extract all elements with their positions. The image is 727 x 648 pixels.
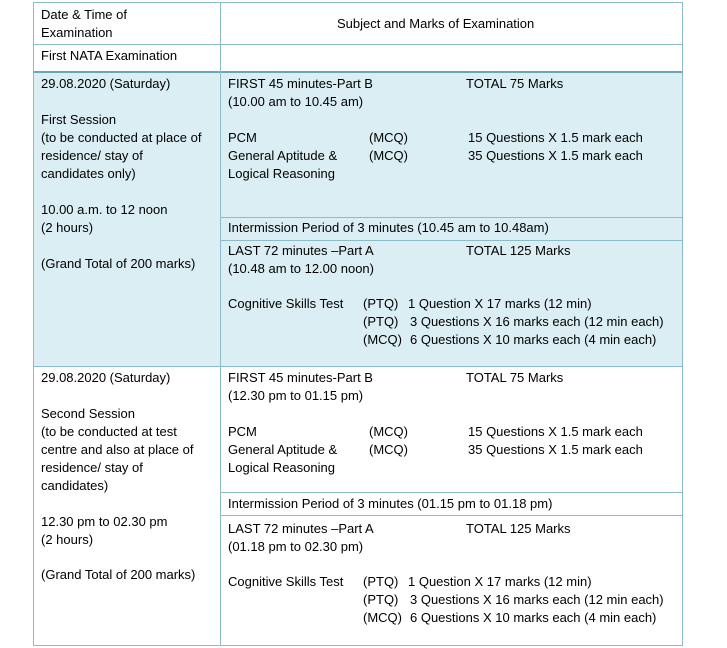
part-b-title: FIRST 45 minutes-Part B bbox=[228, 370, 373, 385]
session2-name: Second Session bbox=[41, 406, 135, 421]
session2-part-b-bottom-line bbox=[220, 492, 682, 493]
session2-venue-line: residence/ stay of bbox=[41, 460, 143, 475]
header-bottom-line bbox=[33, 44, 683, 45]
subject-name-cont: Logical Reasoning bbox=[228, 166, 335, 181]
session1-venue-line: candidates only) bbox=[41, 166, 136, 181]
session2-time: 12.30 pm to 02.30 pm bbox=[41, 514, 168, 529]
part-a-time: (01.18 pm to 02.30 pm) bbox=[228, 539, 364, 554]
table-border-bottom bbox=[33, 645, 683, 646]
session1-duration: (2 hours) bbox=[41, 220, 94, 235]
question-detail: 1 Question X 17 marks (12 min) bbox=[408, 296, 592, 311]
session1-date: 29.08.2020 (Saturday) bbox=[41, 76, 171, 91]
table-border-left bbox=[33, 2, 34, 646]
question-type: (PTQ) bbox=[363, 574, 399, 589]
question-detail: 6 Questions X 10 marks each (4 min each) bbox=[410, 332, 657, 347]
table-border-top bbox=[33, 2, 683, 3]
part-b-time: (10.00 am to 10.45 am) bbox=[228, 94, 364, 109]
subject-name: General Aptitude & bbox=[228, 148, 338, 163]
part-b-total: TOTAL 75 Marks bbox=[466, 370, 564, 385]
part-b-time: (12.30 pm to 01.15 pm) bbox=[228, 388, 364, 403]
subject-name: PCM bbox=[228, 130, 257, 145]
question-type: (MCQ) bbox=[369, 442, 408, 457]
part-a-title: LAST 72 minutes –Part A bbox=[228, 243, 374, 258]
session1-intermission: Intermission Period of 3 minutes (10.45 am to 10.48am) bbox=[228, 220, 549, 235]
question-type: (MCQ) bbox=[369, 148, 408, 163]
part-a-total: TOTAL 125 Marks bbox=[466, 243, 571, 258]
exam-name: First NATA Examination bbox=[41, 48, 178, 63]
part-a-subject: Cognitive Skills Test bbox=[228, 296, 344, 311]
question-type: (MCQ) bbox=[369, 424, 408, 439]
question-detail: 1 Question X 17 marks (12 min) bbox=[408, 574, 592, 589]
subject-name: PCM bbox=[228, 424, 257, 439]
question-type: (PTQ) bbox=[363, 592, 399, 607]
part-b-total: TOTAL 75 Marks bbox=[466, 76, 564, 91]
part-a-time: (10.48 am to 12.00 noon) bbox=[228, 261, 374, 276]
subject-name-cont: Logical Reasoning bbox=[228, 460, 335, 475]
question-type: (PTQ) bbox=[363, 314, 399, 329]
session2-date: 29.08.2020 (Saturday) bbox=[41, 370, 171, 385]
session2-intermission: Intermission Period of 3 minutes (01.15 pm to 01.18 pm) bbox=[228, 496, 553, 511]
marks-detail: 35 Questions X 1.5 mark each bbox=[468, 148, 643, 163]
question-detail: 3 Questions X 16 marks each (12 min each) bbox=[410, 592, 664, 607]
question-type: (MCQ) bbox=[363, 332, 402, 347]
session2-intermission-bottom-line bbox=[220, 515, 682, 516]
session1-grand-total: (Grand Total of 200 marks) bbox=[41, 256, 196, 271]
part-b-title: FIRST 45 minutes-Part B bbox=[228, 76, 373, 91]
table-border-right bbox=[682, 2, 683, 646]
session1-part-b-bottom-line bbox=[220, 217, 682, 218]
session2-duration: (2 hours) bbox=[41, 532, 94, 547]
session1-name: First Session bbox=[41, 112, 117, 127]
marks-detail: 35 Questions X 1.5 mark each bbox=[468, 442, 643, 457]
part-a-total: TOTAL 125 Marks bbox=[466, 521, 571, 536]
session1-intermission-bottom-line bbox=[220, 240, 682, 241]
session2-venue-line: centre and also at place of bbox=[41, 442, 194, 457]
session2-venue-line: (to be conducted at test bbox=[41, 424, 177, 439]
session-divider-line bbox=[33, 366, 683, 367]
column-divider bbox=[220, 2, 221, 646]
session1-venue-line: (to be conducted at place of bbox=[41, 130, 202, 145]
question-detail: 3 Questions X 16 marks each (12 min each) bbox=[410, 314, 664, 329]
part-a-subject: Cognitive Skills Test bbox=[228, 574, 344, 589]
exam-name-bottom-line bbox=[33, 71, 683, 73]
part-a-title: LAST 72 minutes –Part A bbox=[228, 521, 374, 536]
session2-venue-line: candidates) bbox=[41, 478, 109, 493]
session1-time: 10.00 a.m. to 12 noon bbox=[41, 202, 168, 217]
session2-grand-total: (Grand Total of 200 marks) bbox=[41, 567, 196, 582]
header-date-time-label: Date & Time of bbox=[41, 7, 127, 22]
marks-detail: 15 Questions X 1.5 mark each bbox=[468, 424, 643, 439]
question-detail: 6 Questions X 10 marks each (4 min each) bbox=[410, 610, 657, 625]
subject-name: General Aptitude & bbox=[228, 442, 338, 457]
question-type: (MCQ) bbox=[363, 610, 402, 625]
session1-venue-line: residence/ stay of bbox=[41, 148, 143, 163]
marks-detail: 15 Questions X 1.5 mark each bbox=[468, 130, 643, 145]
header-subject-marks-label: Subject and Marks of Examination bbox=[337, 16, 535, 31]
question-type: (MCQ) bbox=[369, 130, 408, 145]
question-type: (PTQ) bbox=[363, 296, 399, 311]
header-date-time-label-cont: Examination bbox=[41, 25, 113, 40]
